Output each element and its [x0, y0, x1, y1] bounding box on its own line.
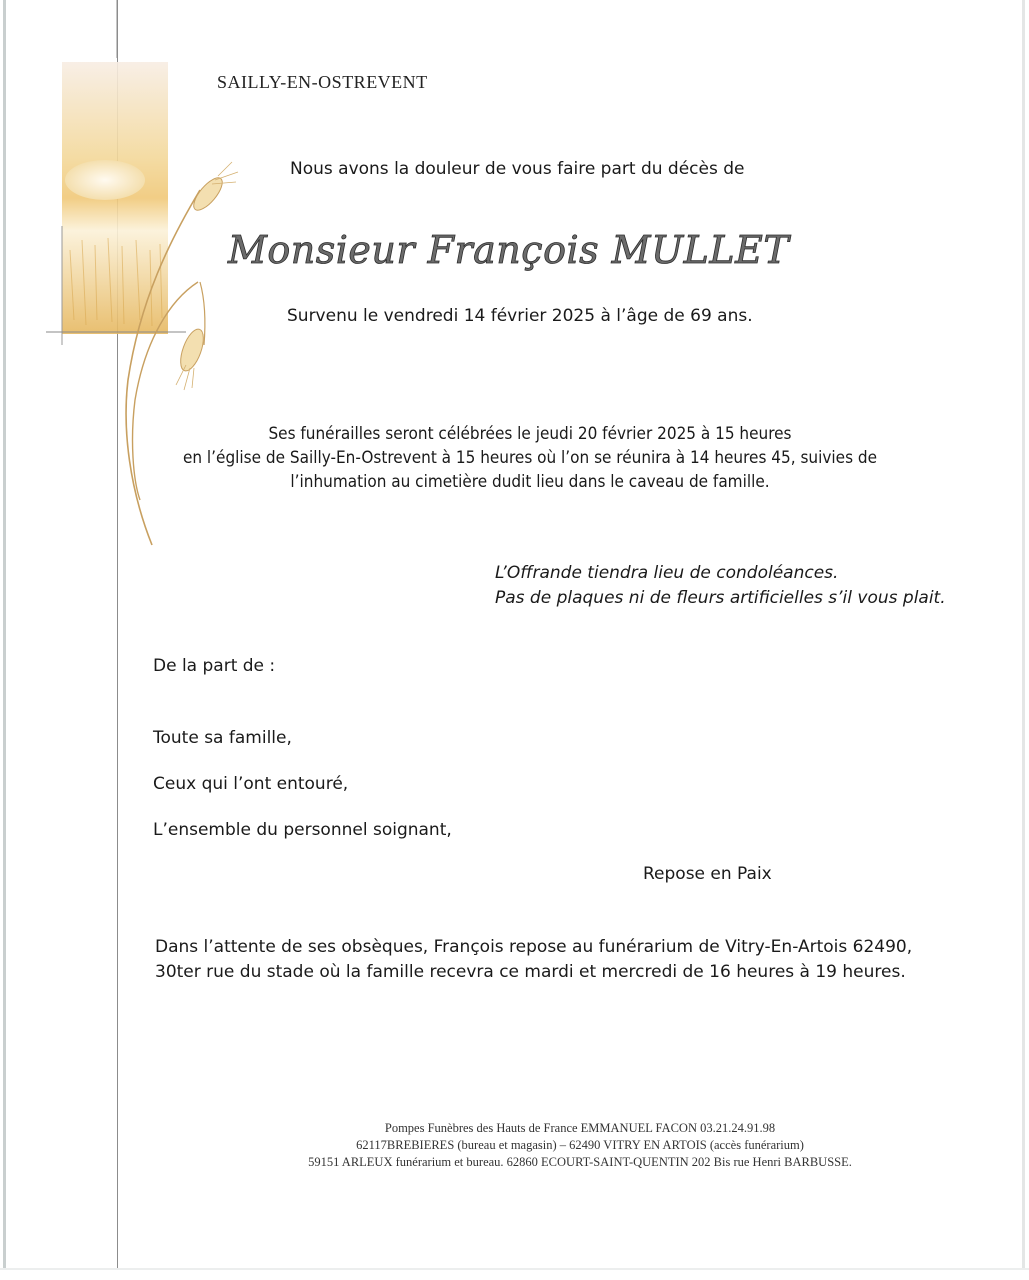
funeral-line: l’inhumation au cimetière dudit lieu dans le caveau de famille.	[290, 472, 770, 492]
death-notice: Survenu le vendredi 14 février 2025 à l’âge de 69 ans.	[287, 306, 753, 326]
town-heading: SAILLY-EN-OSTREVENT	[217, 72, 428, 92]
scan-edge-right	[1022, 0, 1025, 1268]
deceased-name: Monsieur François MULLET	[228, 228, 790, 272]
funeral-home-footer	[270, 1120, 890, 1171]
viewing-line: Dans l’attente de ses obsèques, François repose au funérarium de Vitry-En-Artois 62490,	[155, 937, 913, 957]
family-line: Toute sa famille,	[153, 728, 292, 748]
intro-text: Nous avons la douleur de vous faire part du décès de	[290, 159, 745, 179]
rest-in-peace: Repose en Paix	[643, 864, 772, 884]
footer-line: 59151 ARLEUX funérarium et bureau. 62860 ECOURT-SAINT-QUENTIN 202 Bis rue Henri BARBUSSE.	[308, 1155, 852, 1169]
funeral-line: Ses funérailles seront célébrées le jeudi 20 février 2025 à 15 heures	[268, 424, 792, 444]
family-line: Ceux qui l’ont entouré,	[153, 774, 349, 794]
viewing-details	[155, 935, 912, 985]
family-line: L’ensemble du personnel soignant,	[153, 820, 452, 840]
funeral-details	[120, 422, 940, 494]
scan-edge-bottom	[0, 1268, 1029, 1270]
funeral-line: en l’église de Sailly-En-Ostrevent à 15 heures où l’on se réunira à 14 heures 45, suivies de	[182, 448, 878, 468]
viewing-line: 30ter rue du stade où la famille recevra ce mardi et mercredi de 16 heures à 19 heures.	[155, 962, 906, 982]
offering-line: Pas de plaques ni de fleurs artificielles s’il vous plait.	[495, 588, 946, 608]
from-label: De la part de :	[153, 656, 276, 676]
offering-line: L’Offrande tiendra lieu de condoléances.	[495, 563, 839, 583]
offering-notice	[495, 561, 946, 611]
footer-line: Pompes Funèbres des Hauts de France EMMANUEL FACON 03.21.24.91.98	[384, 1121, 776, 1135]
footer-line: 62117BREBIERES (bureau et magasin) – 62490 VITRY EN ARTOIS (accès funérarium)	[356, 1138, 804, 1152]
